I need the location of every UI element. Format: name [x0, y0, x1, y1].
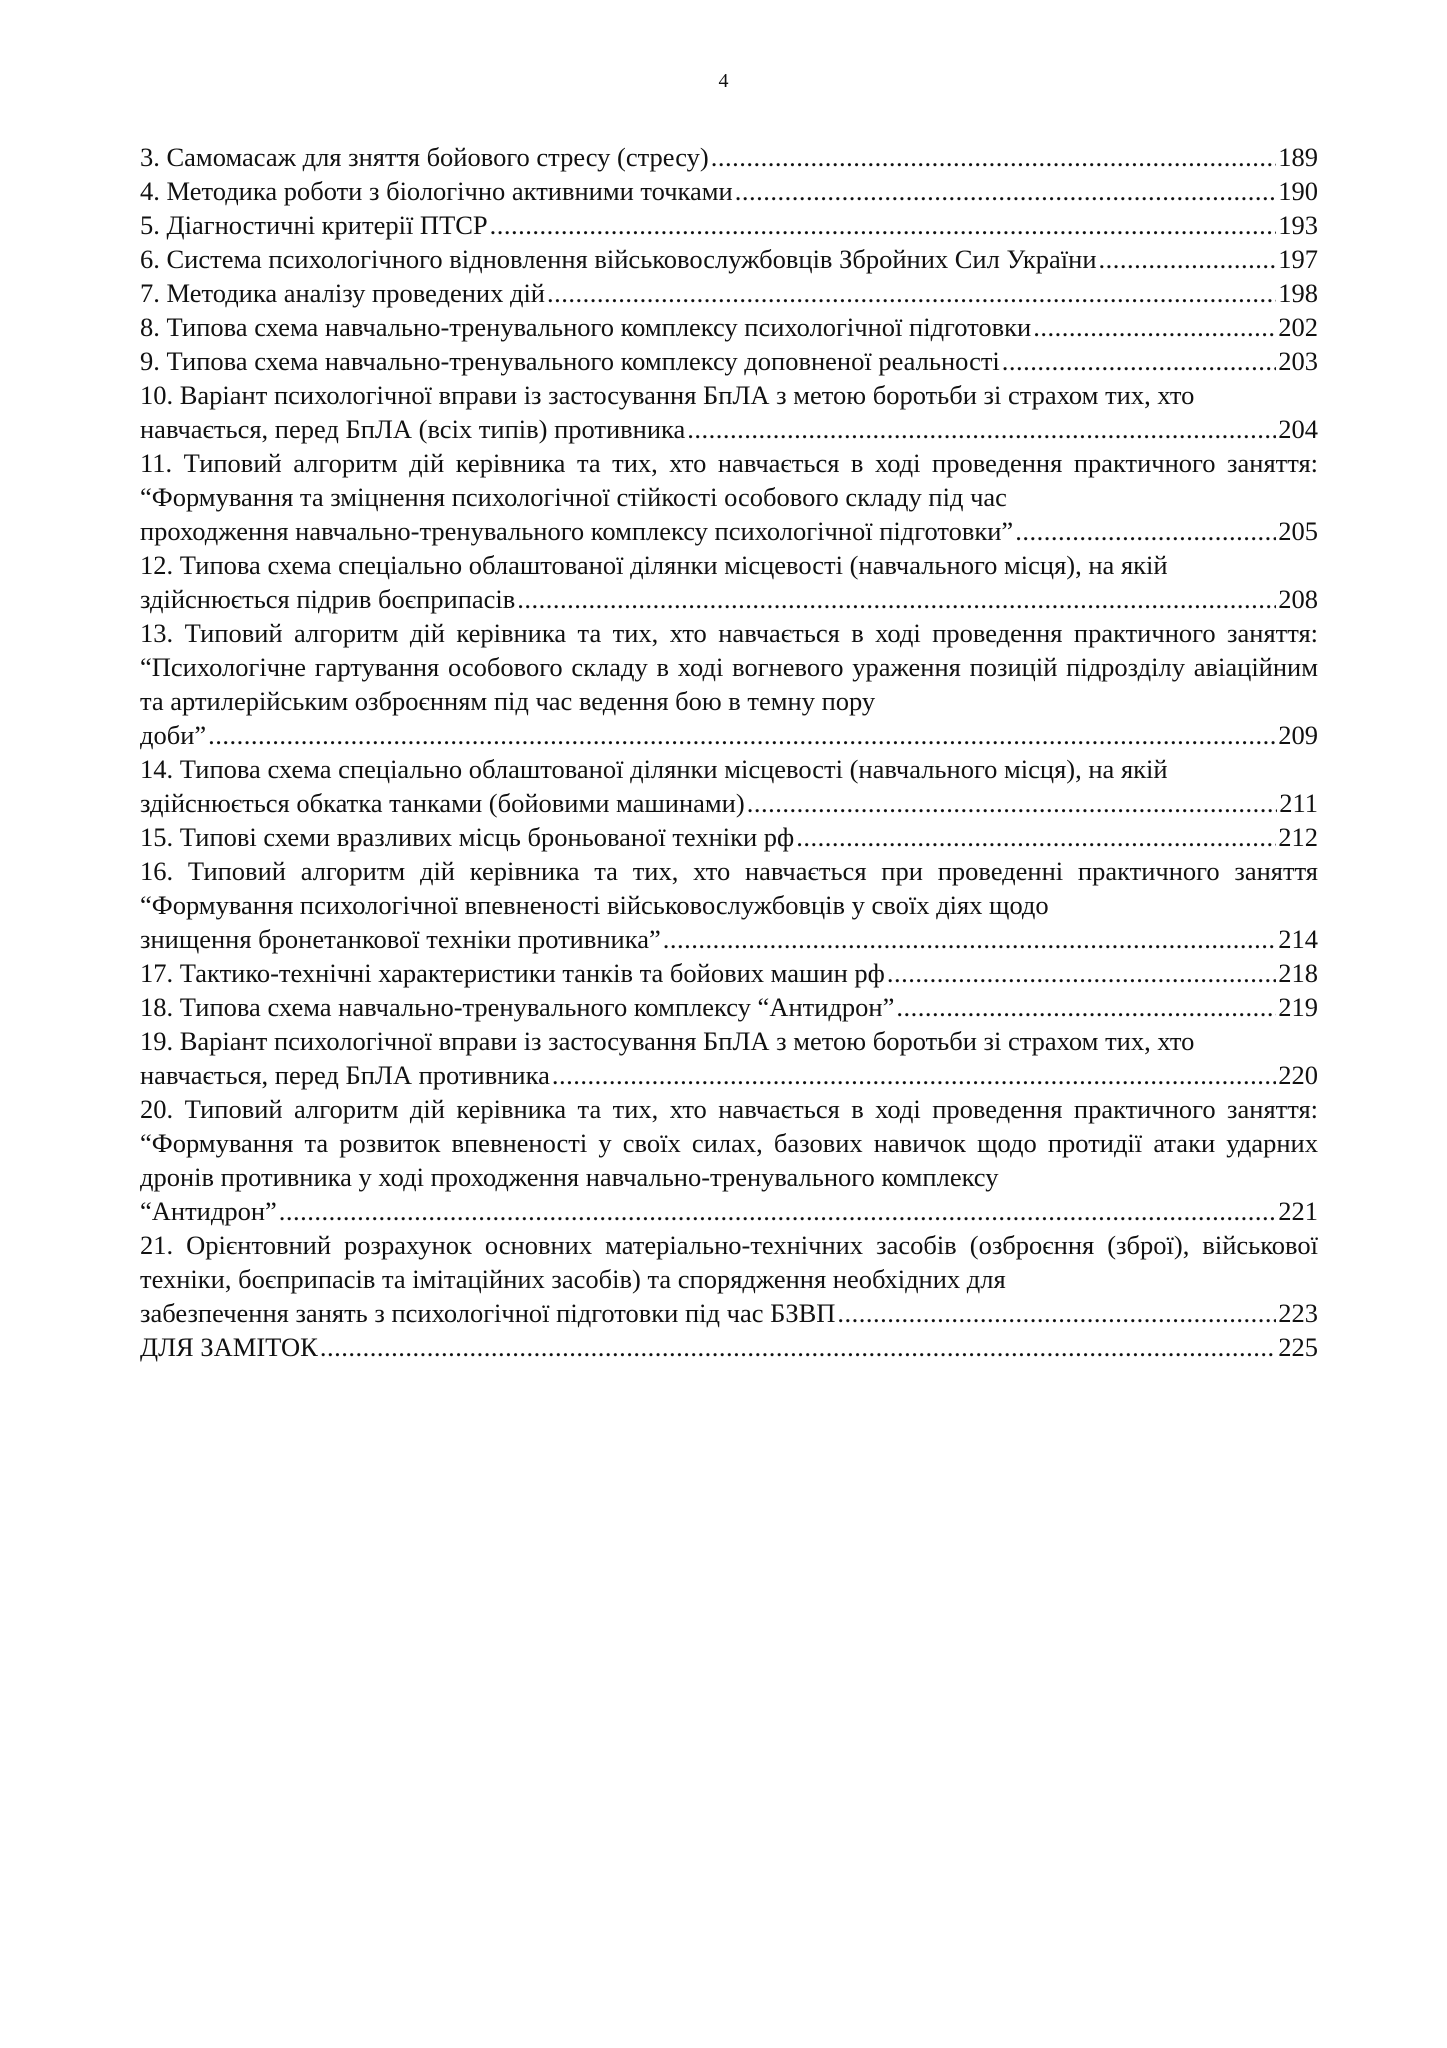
toc-page-number: 202 [1278, 312, 1318, 342]
toc-entry-line [140, 174, 1318, 208]
toc-entry-line [140, 582, 1318, 616]
toc-entry-13 [140, 616, 1318, 752]
dot-leader [547, 276, 1276, 310]
toc-entry-title: “Антидрон” [140, 1196, 277, 1226]
dot-leader [687, 412, 1276, 446]
toc-entry-19 [140, 1024, 1318, 1092]
toc-entry-line [140, 820, 1318, 854]
toc-entry-17 [140, 956, 1318, 990]
toc-entry-title: 18. Типова схема навчально-тренувального комплексу “Антидрон” [140, 992, 895, 1022]
dot-leader [711, 140, 1277, 174]
toc-entry-title: 3. Самомасаж для зняття бойового стресу (стресу) [140, 142, 709, 172]
toc-entry-title: навчається, перед БпЛА (всіх типів) противника [140, 414, 686, 444]
toc-entry-title: здійснюється обкатка танками (бойовими машинами) [140, 788, 745, 818]
toc-entry-12 [140, 548, 1318, 616]
toc-entry-title: навчається, перед БпЛА противника [140, 1060, 550, 1090]
toc-entry-line [140, 140, 1318, 174]
toc-entry-text: 14. Типова схема спеціально облаштованої ділянки місцевості (навчального місця), на якій [140, 754, 1168, 784]
toc-entry-line [140, 1330, 1318, 1364]
dot-leader [735, 174, 1277, 208]
toc-page-number: 189 [1278, 142, 1318, 172]
toc-page-number: 219 [1278, 992, 1318, 1022]
toc-entry-line [140, 208, 1318, 242]
toc-entry-text: 10. Варіант психологічної вправи із застосування БпЛА з метою боротьби зі страхом тих, хто [140, 380, 1195, 410]
toc-entry-16 [140, 854, 1318, 956]
dot-leader [796, 820, 1276, 854]
toc-entry-line [140, 990, 1318, 1024]
toc-entry-title: забезпечення занять з психологічної підготовки під час БЗВП [140, 1298, 836, 1328]
toc-entry-title: знищення бронетанкової техніки противника” [140, 924, 661, 954]
toc-entry-15 [140, 820, 1318, 854]
toc-entry-line [140, 242, 1318, 276]
toc-entry-title: 17. Тактико-технічні характеристики танків та бойових машин рф [140, 958, 885, 988]
toc-page-number: 218 [1278, 958, 1318, 988]
dot-leader [1099, 242, 1277, 276]
toc-entry-title: 9. Типова схема навчально-тренувального комплексу доповненої реальності [140, 346, 1000, 376]
toc-entry-title: 6. Система психологічного відновлення військовослужбовців Збройних Сил України [140, 244, 1097, 274]
toc-entry-line [140, 1058, 1318, 1092]
toc-entry-7 [140, 276, 1318, 310]
toc-entry-line [140, 956, 1318, 990]
toc-entry-14 [140, 752, 1318, 820]
toc-page-number: 208 [1278, 584, 1318, 614]
toc-page-number: 220 [1278, 1060, 1318, 1090]
toc-entry-text: 20. Типовий алгоритм дій керівника та тих, хто навчається в ході проведення практичного заняття: “Формування та розвиток впевненості у своїх силах, базових навичок щодо протидії атаки ударних дронів противника у ході проходження навчально-тренувального комплексу [140, 1094, 1318, 1192]
toc-entry-text: 21. Орієнтовний розрахунок основних матеріально-технічних засобів (озброєння (зброї), військової техніки, боєприпасів та імітаційних засобів) та спорядження необхідних для [140, 1230, 1318, 1294]
toc-page-number: 214 [1278, 924, 1318, 954]
toc-entry-line [140, 1296, 1318, 1330]
toc-entry-9 [140, 344, 1318, 378]
toc-entry-10 [140, 378, 1318, 446]
toc-page-number: 209 [1278, 720, 1318, 750]
toc-page-number: 203 [1278, 346, 1318, 376]
toc-entry-notes [140, 1330, 1318, 1364]
toc-entry-title: проходження навчально-тренувального комплексу психологічної підготовки” [140, 516, 1014, 546]
toc-entry-6 [140, 242, 1318, 276]
toc-entry-text: 13. Типовий алгоритм дій керівника та тих, хто навчається в ході проведення практичного заняття: “Психологічне гартування особового складу в ході вогневого ураження позицій підрозділу авіаційним та артилерійським озброєнням під час ведення бою в темну пору [140, 618, 1318, 716]
toc-entry-title: доби” [140, 720, 207, 750]
toc-entry-title: 4. Методика роботи з біологічно активними точками [140, 176, 733, 206]
toc-entry-line [140, 310, 1318, 344]
toc-entry-line [140, 1194, 1318, 1228]
toc-page-number: 225 [1278, 1332, 1318, 1362]
toc-entry-text: 11. Типовий алгоритм дій керівника та тих, хто навчається в ході проведення практичного заняття: “Формування та зміцнення психологічної стійкості особового складу під час [140, 448, 1318, 512]
toc-entry-title: 5. Діагностичні критерії ПТСР [140, 210, 488, 240]
toc-page-number: 193 [1278, 210, 1318, 240]
dot-leader [279, 1194, 1276, 1228]
dot-leader [1015, 514, 1276, 548]
toc-entry-line [140, 344, 1318, 378]
toc-page-number: 198 [1278, 278, 1318, 308]
dot-leader [896, 990, 1276, 1024]
toc-page-number: 190 [1278, 176, 1318, 206]
toc-entry-title: ДЛЯ ЗАМІТОК [140, 1332, 318, 1362]
toc-page-number: 221 [1278, 1196, 1318, 1226]
table-of-contents [140, 140, 1318, 1364]
dot-leader [320, 1330, 1276, 1364]
toc-entry-8 [140, 310, 1318, 344]
toc-entry-title: здійснюється підрив боєприпасів [140, 584, 516, 614]
toc-entry-4 [140, 174, 1318, 208]
dot-leader [1002, 344, 1276, 378]
toc-entry-title: 15. Типові схеми вразливих місць броньованої техніки рф [140, 822, 795, 852]
toc-entry-3 [140, 140, 1318, 174]
toc-entry-line [140, 922, 1318, 956]
dot-leader [1033, 310, 1276, 344]
toc-entry-line [140, 514, 1318, 548]
dot-leader [837, 1296, 1276, 1330]
dot-leader [663, 922, 1277, 956]
toc-page-number: 204 [1278, 414, 1318, 444]
toc-page-number: 205 [1278, 516, 1318, 546]
dot-leader [887, 956, 1276, 990]
toc-entry-text: 19. Варіант психологічної вправи із застосування БпЛА з метою боротьби зі страхом тих, хто [140, 1026, 1195, 1056]
toc-entry-text: 16. Типовий алгоритм дій керівника та тих, хто навчається при проведенні практичного заняття “Формування психологічної впевненості військовослужбовців у своїх діях щодо [140, 856, 1318, 920]
toc-entry-line [140, 276, 1318, 310]
toc-entry-title: 8. Типова схема навчально-тренувального комплексу психологічної підготовки [140, 312, 1032, 342]
toc-page-number: 211 [1279, 788, 1318, 818]
toc-entry-line [140, 786, 1318, 820]
toc-entry-18 [140, 990, 1318, 1024]
dot-leader [517, 582, 1276, 616]
dot-leader [490, 208, 1277, 242]
toc-page-number: 223 [1278, 1298, 1318, 1328]
toc-page-number: 197 [1278, 244, 1318, 274]
toc-entry-5 [140, 208, 1318, 242]
toc-entry-text: 12. Типова схема спеціально облаштованої ділянки місцевості (навчального місця), на якій [140, 550, 1168, 580]
toc-entry-line [140, 412, 1318, 446]
toc-entry-title: 7. Методика аналізу проведених дій [140, 278, 545, 308]
toc-entry-11 [140, 446, 1318, 548]
dot-leader [747, 786, 1278, 820]
dot-leader [208, 718, 1276, 752]
dot-leader [552, 1058, 1276, 1092]
toc-entry-20 [140, 1092, 1318, 1228]
toc-entry-21 [140, 1228, 1318, 1330]
toc-page-number: 212 [1278, 822, 1318, 852]
page-number: 4 [718, 70, 729, 92]
toc-entry-line [140, 718, 1318, 752]
